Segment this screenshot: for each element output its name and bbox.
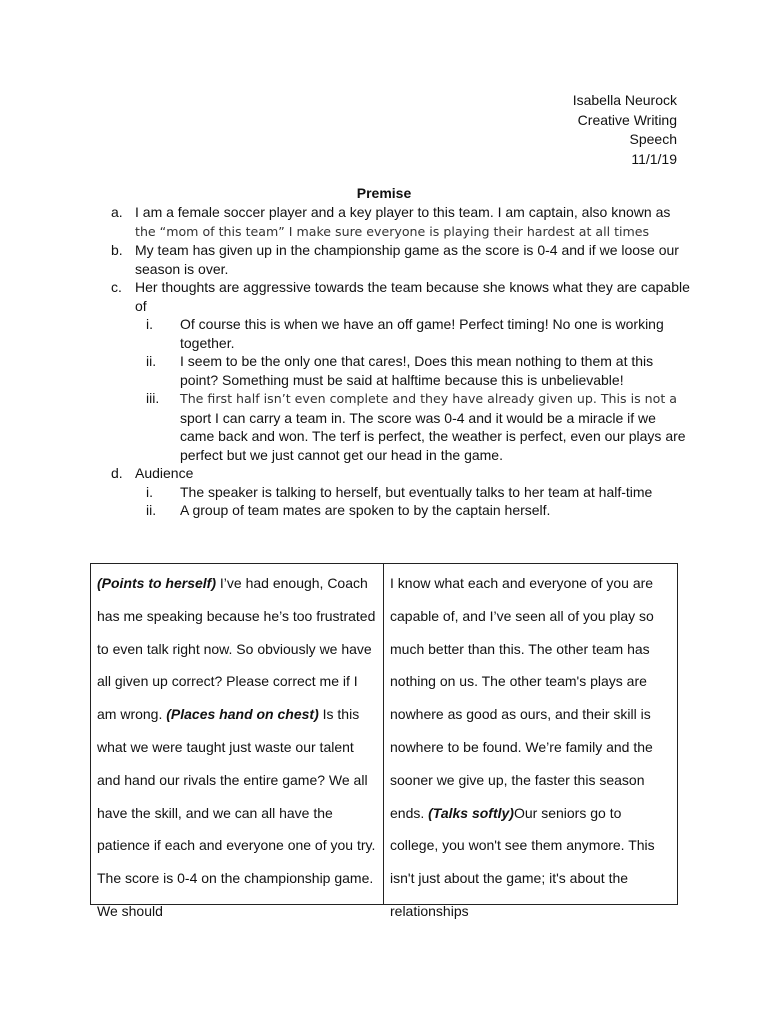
subitem-text: The first half isn’t even complete and they have already given up. This is not a <box>180 391 677 406</box>
subitem-marker: ii. <box>146 502 157 518</box>
document-date: 11/1/19 <box>631 150 677 167</box>
course-name: Creative Writing <box>577 111 677 128</box>
subitem-text: Of course this is when we have an off game! Perfect timing! No one is working together. <box>180 316 664 351</box>
subitem-text: The speaker is talking to herself, but eventually talks to her team at half-time <box>180 483 653 500</box>
item-text: My team has given up in the championship game as the score is 0-4 and if we loose our season is over. <box>135 242 679 277</box>
outline-subitem-d-ii <box>90 501 690 520</box>
subitem-marker: iii. <box>146 390 160 406</box>
subitem-text: A group of team mates are spoken to by the captain herself. <box>180 502 551 518</box>
outline-item-c <box>90 278 690 315</box>
speech-table <box>90 563 678 919</box>
outline-subitem-d-i <box>90 483 690 502</box>
item-marker: a. <box>111 204 123 220</box>
subitem-text-continued: sport I can carry a team in. The score was 0-4 and it would be a miracle if we came back and won. The terf is perfect, the weather is perfect, even our plays are perfect but we just cannot get our head in the game. <box>180 409 686 463</box>
outline-subitem-c-ii <box>90 352 690 389</box>
outline-item-d <box>90 464 690 483</box>
speech-text: I’ve had enough, Coach has me speaking because he’s too frustrated to even talk right now. So obviously we have all given up correct? Please correct me if I am wrong. <box>97 575 376 723</box>
author-name: Isabella Neurock <box>572 92 677 108</box>
premise-outline <box>90 203 690 520</box>
speech-text: Our seniors go to college, you won't see them anymore. This isn't just about the game; it's about the relationships <box>390 804 655 919</box>
outline-subitem-c-i <box>90 315 690 352</box>
item-text-continued: the “mom of this team” I make sure everyone is playing their hardest at all times <box>135 223 650 239</box>
outline-item-b <box>90 241 690 278</box>
outline-item-a <box>90 203 690 241</box>
item-text: Audience <box>135 465 194 481</box>
document-header <box>573 91 677 169</box>
stage-direction: (Points to herself) <box>97 575 217 591</box>
subitem-marker: i. <box>146 316 153 332</box>
speech-text: Is this what we were taught just waste our talent and hand our rivals the entire game? We all have the skill, and we can all have the patience if each and everyone one of you try. The score is 0-4 on the championship game. We should <box>97 706 376 919</box>
subitem-text: I seem to be the only one that cares!, Does this mean nothing to them at this point? Something must be said at halftime because this is unbelievable! <box>180 353 654 388</box>
item-marker: c. <box>111 279 122 295</box>
stage-direction: (Places hand on chest) <box>166 706 319 723</box>
subitem-marker: ii. <box>146 353 157 369</box>
speech-column-left <box>91 564 384 919</box>
item-text: Her thoughts are aggressive towards the team because she knows what they are capable of <box>135 279 690 314</box>
item-text: I am a female soccer player and a key player to this team. I am captain, also known as <box>135 204 671 220</box>
item-marker: b. <box>111 242 123 258</box>
outline-subitem-c-iii <box>90 389 690 464</box>
speech-text: I know what each and everyone of you are capable of, and I’ve seen all of you play so much better than this. The other team has nothing on us. The other team's plays are nowhere as good as ours, and their skill is nowhere to be found. We’re family and the sooner we give up, the faster this season ends. <box>390 575 654 821</box>
item-marker: d. <box>111 465 123 481</box>
subitem-marker: i. <box>146 483 153 500</box>
assignment-name: Speech <box>629 131 677 147</box>
premise-title: Premise <box>356 185 412 201</box>
stage-direction: (Talks softly) <box>428 804 514 821</box>
speech-column-right <box>384 564 677 919</box>
